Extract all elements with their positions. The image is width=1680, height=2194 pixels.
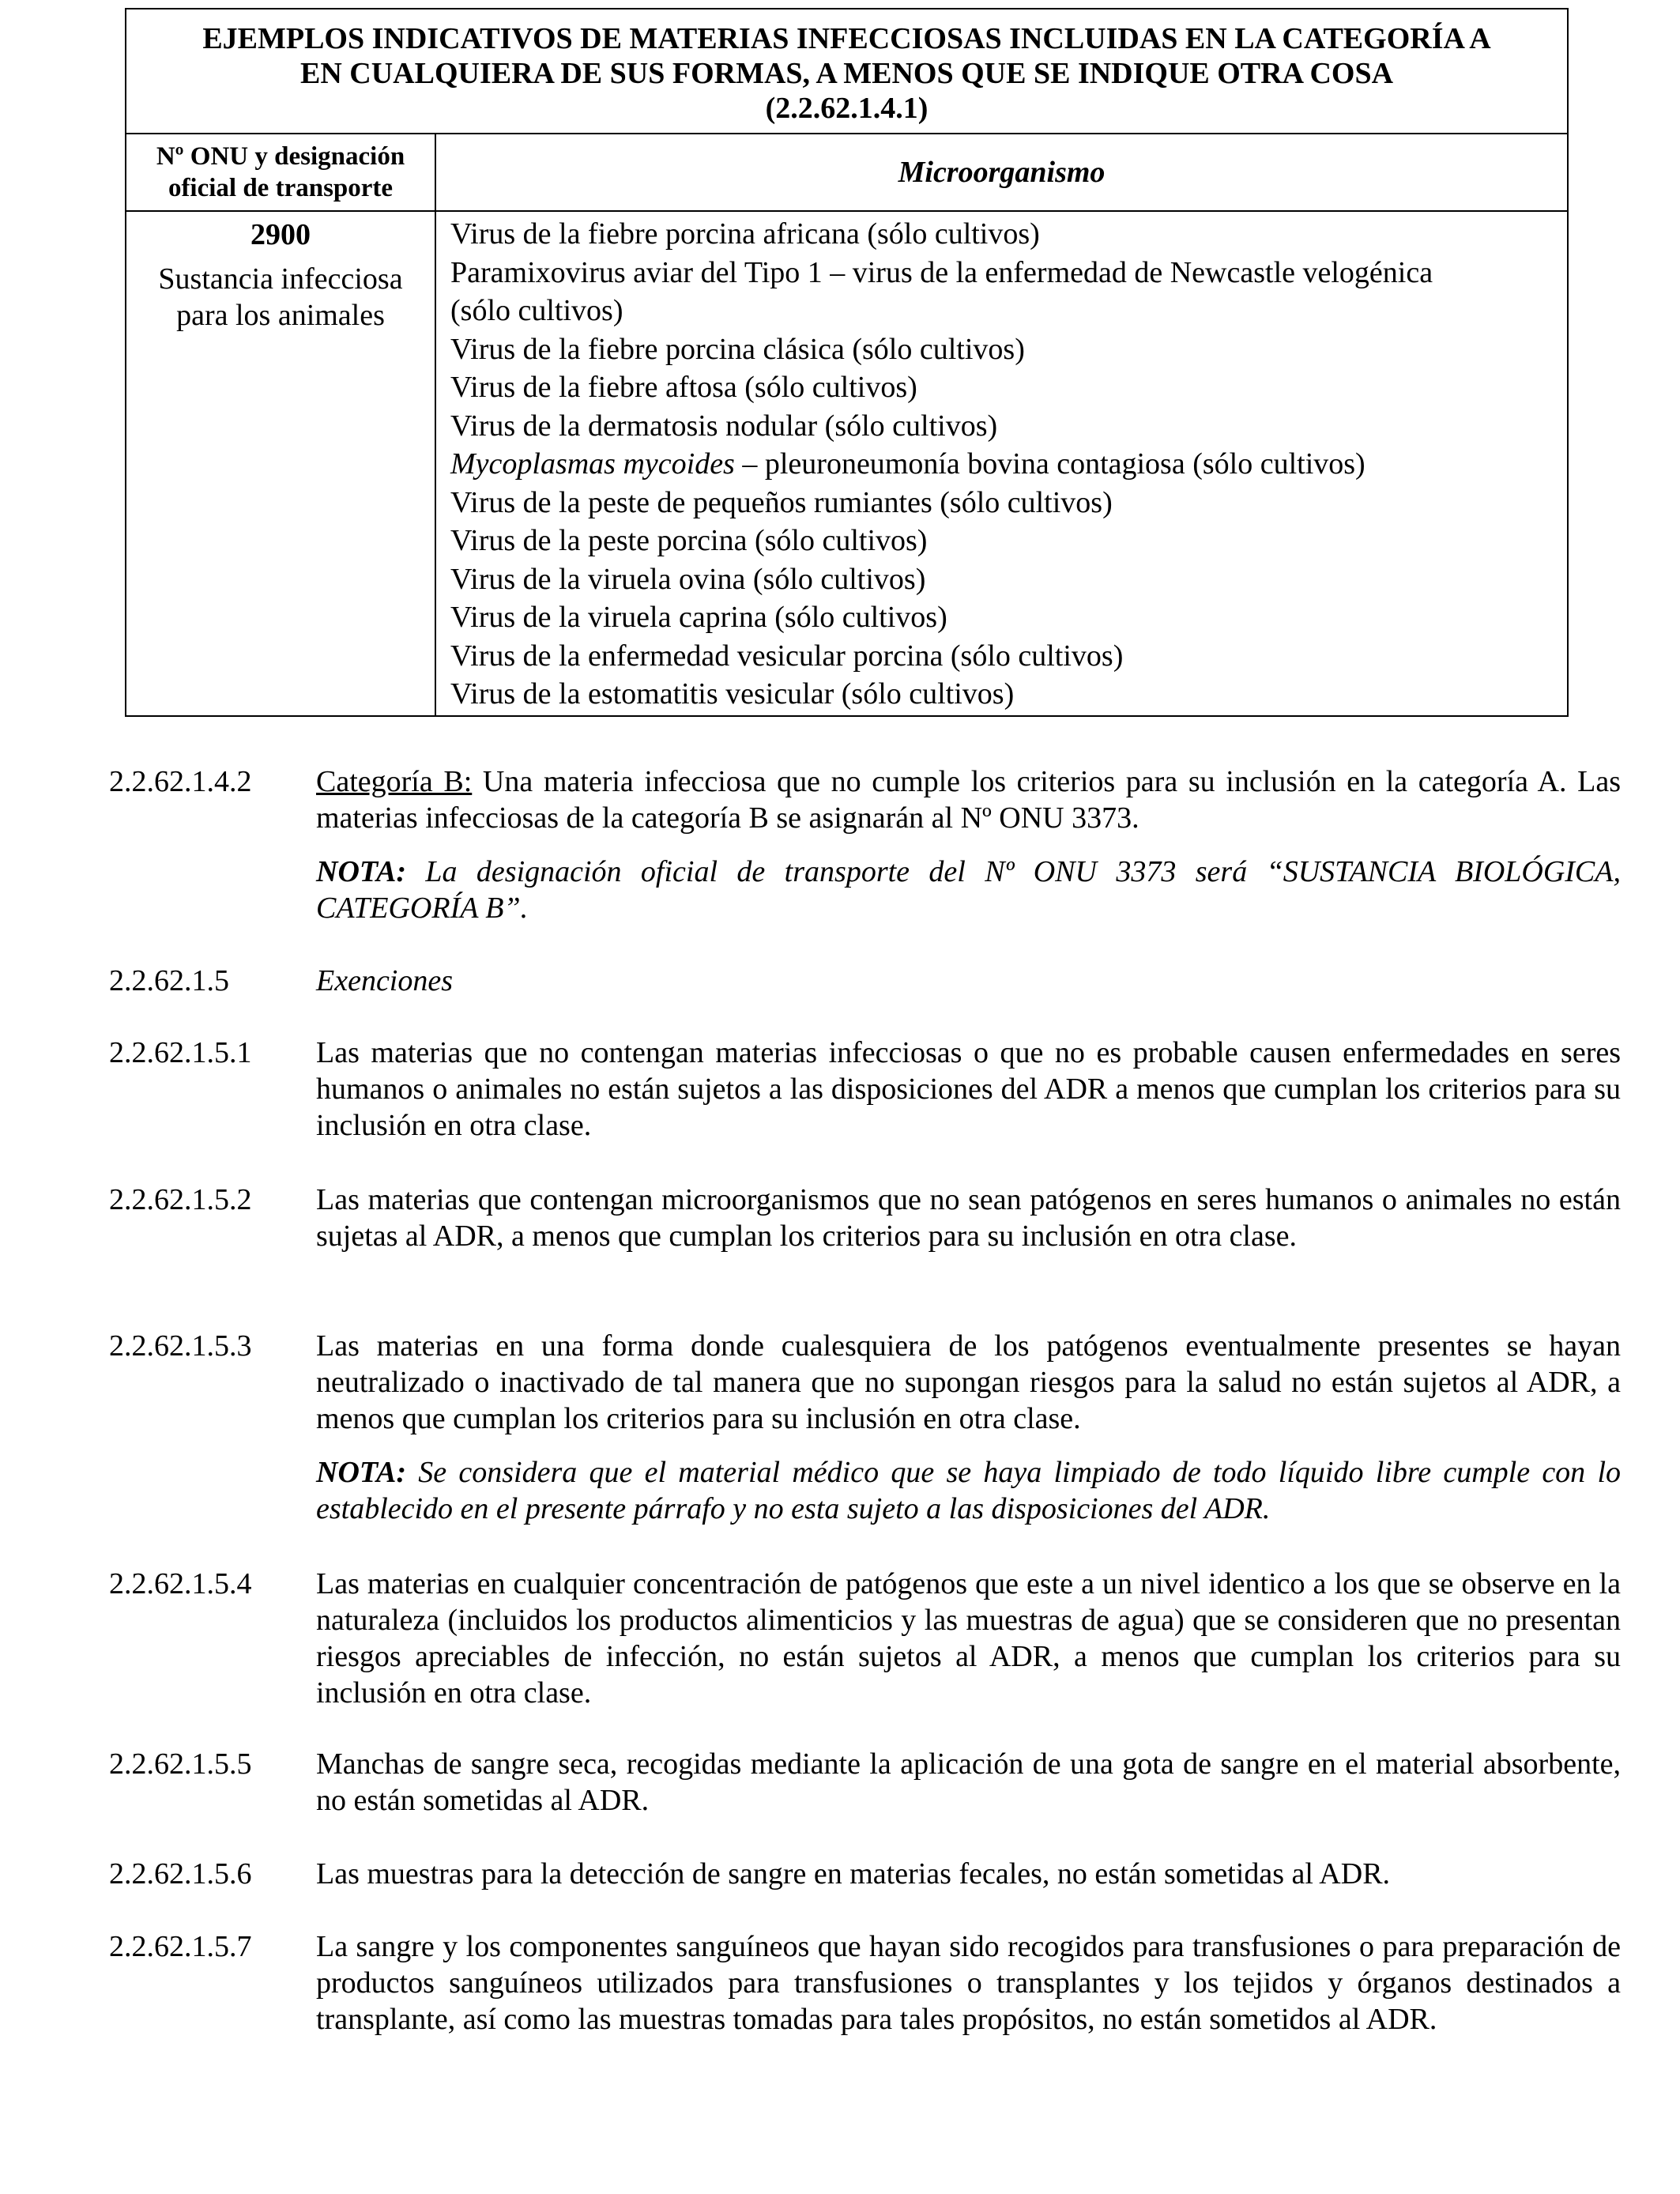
- section-number: 2.2.62.1.5: [109, 964, 229, 997]
- list-item: Paramixovirus aviar del Tipo 1 – virus de la enfermedad de Newcastle velogénica: [450, 255, 1433, 289]
- category-a-examples-table: [125, 8, 1569, 717]
- list-item: Virus de la peste de pequeños rumiantes (sólo cultivos): [450, 485, 1113, 519]
- un-entry-cell: [126, 211, 435, 716]
- section-body: Las materias que no contengan materias infecciosas o que no es probable causen enfermedades en seres humanos o animales no están sujetos a las disposiciones del ADR a menos que cumplan los criterios para su inclusión en otra clase.: [316, 1036, 1621, 1142]
- note-label: NOTA:: [316, 1456, 406, 1489]
- section-body: Las materias que contengan microorganismos que no sean patógenos en seres humanos o animales no están sujetas al ADR, a menos que cumplan los criterios para su inclusión en otra clase.: [316, 1183, 1621, 1253]
- list-item: Virus de la fiebre aftosa (sólo cultivos): [450, 371, 917, 404]
- list-item: Virus de la enfermedad vesicular porcina (sólo cultivos): [450, 639, 1124, 673]
- list-item: Mycoplasmas mycoides – pleuroneumonía bovina contagiosa (sólo cultivos): [450, 447, 1365, 481]
- section-body: [316, 1328, 1621, 1527]
- section-number: 2.2.62.1.5.4: [109, 1567, 252, 1600]
- column-header-line: Nº ONU y designación: [156, 142, 405, 171]
- section-body: Las muestras para la detección de sangre en materias fecales, no están sometidas al ADR.: [316, 1857, 1391, 1891]
- list-item: (sólo cultivos): [450, 294, 623, 327]
- note: NOTA: La designación oficial de transporte del Nº ONU 3373 será “SUSTANCIA BIOLÓGICA, CATEGORÍA B”.: [316, 855, 1621, 925]
- list-item: Virus de la peste porcina (sólo cultivos): [450, 524, 928, 557]
- list-item: Virus de la estomatitis vesicular (sólo cultivos): [450, 677, 1015, 711]
- column-header-line: oficial de transporte: [168, 174, 394, 202]
- column-header-un-number: [126, 134, 435, 211]
- section-number: 2.2.62.1.5.6: [109, 1857, 252, 1891]
- section-number: 2.2.62.1.5.2: [109, 1183, 252, 1216]
- table-header-row: [126, 134, 1568, 211]
- un-number: 2900: [250, 218, 311, 251]
- paragraph: Categoría B: Una materia infecciosa que no cumple los criterios para su inclusión en la categoría A. Las materias infecciosas de la categoría B se asignarán al Nº ONU 3373.: [316, 765, 1621, 835]
- species-name: Mycoplasmas mycoides: [450, 447, 735, 481]
- category-label: Categoría B:: [316, 765, 473, 798]
- list-item: Virus de la fiebre porcina clásica (sólo cultivos): [450, 332, 1025, 366]
- list-item: Virus de la fiebre porcina africana (sólo cultivos): [450, 217, 1040, 251]
- section-heading: Exenciones: [316, 964, 454, 997]
- note-label: NOTA:: [316, 855, 406, 888]
- section-body: Manchas de sangre seca, recogidas mediante la aplicación de una gota de sangre en el material absorbente, no están sometidas al ADR.: [316, 1747, 1621, 1817]
- section-number: 2.2.62.1.5.7: [109, 1930, 252, 1963]
- section-body: Las materias en cualquier concentración de patógenos que este a un nivel identico a los que se observe en la naturaleza (incluidos los productos alimenticios y las muestras de agua) que se consideren que no presentan riesgos apreciables de infección, no están sujetos al ADR, a menos que cumplan los criterios para su inclusión en otra clase.: [316, 1567, 1621, 1710]
- list-item: Virus de la dermatosis nodular (sólo cultivos): [450, 409, 998, 443]
- section-number: 2.2.62.1.5.3: [109, 1329, 252, 1363]
- microorganism-list: [435, 211, 1568, 716]
- table-title-row: [126, 9, 1568, 134]
- list-item: Virus de la viruela ovina (sólo cultivos): [450, 562, 926, 596]
- section-number: 2.2.62.1.5.5: [109, 1747, 252, 1781]
- list-item: Virus de la viruela caprina (sólo cultivos): [450, 601, 947, 634]
- un-designation-line: para los animales: [176, 299, 385, 332]
- section-number: 2.2.62.1.5.1: [109, 1036, 252, 1069]
- paragraph: Las materias en una forma donde cualesquiera de los patógenos eventualmente presentes se hayan neutralizado o inactivado de tal manera que no supongan riesgos para la salud no están sujetos al ADR, a menos que cumplan los criterios para su inclusión en otra clase.: [316, 1329, 1621, 1435]
- section-body: La sangre y los componentes sanguíneos que hayan sido recogidos para transfusiones o para preparación de productos sanguíneos utilizados para transfusiones o transplantes y los tejidos y órganos destinados a transplante, así como las muestras tomadas para tales propósitos, no están sometidos al ADR.: [316, 1930, 1621, 2036]
- section-number: 2.2.62.1.4.2: [109, 765, 252, 798]
- column-header-microorganism: Microorganismo: [435, 134, 1568, 211]
- table-title: [126, 9, 1568, 134]
- table-row: [126, 211, 1568, 716]
- section-body: [316, 763, 1621, 926]
- note: NOTA: Se considera que el material médico que se haya limpiado de todo líquido libre cumple con lo establecido en el presente párrafo y no esta sujeto a las disposiciones del ADR.: [316, 1456, 1621, 1525]
- un-designation-line: Sustancia infecciosa: [158, 262, 403, 296]
- table-title-line: (2.2.62.1.4.1): [765, 92, 929, 125]
- table-title-line: EJEMPLOS INDICATIVOS DE MATERIAS INFECCIOSAS INCLUIDAS EN LA CATEGORÍA A: [202, 22, 1491, 55]
- table-title-line: EN CUALQUIERA DE SUS FORMAS, A MENOS QUE SE INDIQUE OTRA COSA: [299, 57, 1394, 90]
